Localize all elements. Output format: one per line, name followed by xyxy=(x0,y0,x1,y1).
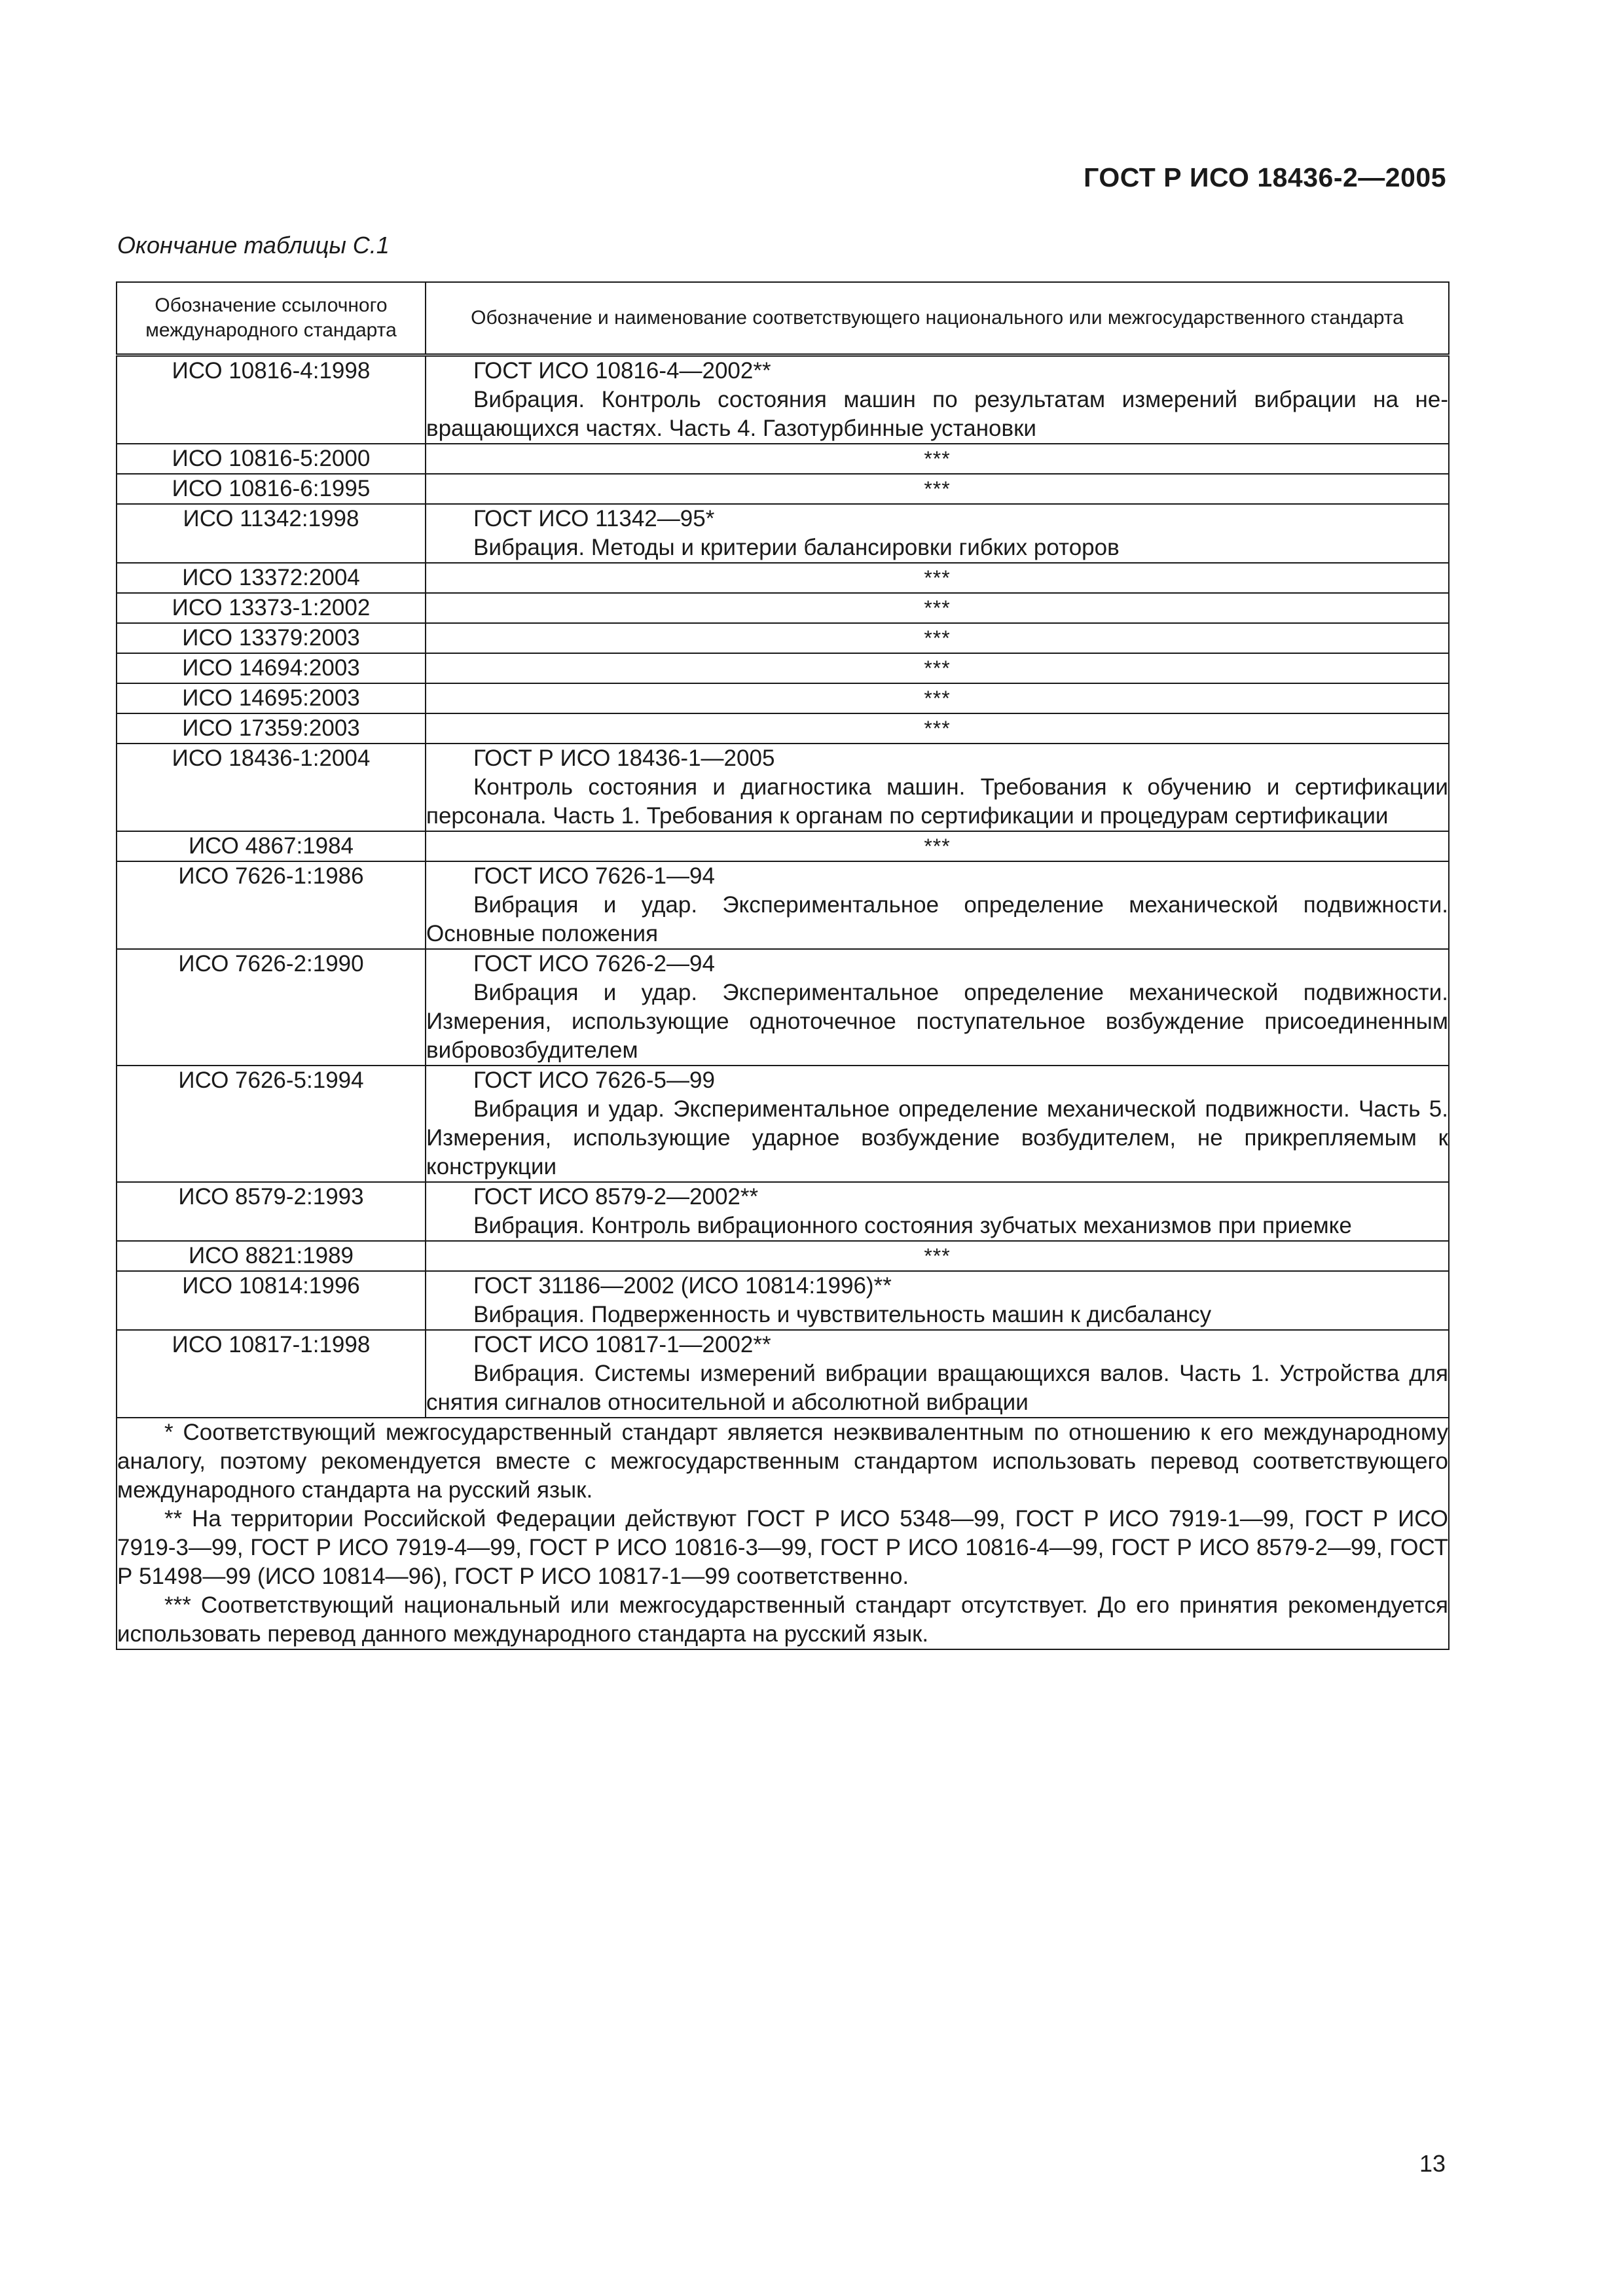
table-row xyxy=(117,444,1449,474)
national-standard-title: Вибрация. Системы измерений вибрации вращающихся валов. Часть 1. Устройства для снятия сигналов относительной и абсолютной вибрации xyxy=(426,1361,1448,1415)
national-standard-code: ГОСТ ИСО 7626-1—94 xyxy=(473,863,715,889)
national-standard-cell xyxy=(426,355,1449,444)
national-standard-code: ГОСТ ИСО 11342—95* xyxy=(473,506,715,531)
national-standard-cell xyxy=(426,504,1449,563)
no-national-standard-cell: *** xyxy=(426,563,1449,593)
table-row xyxy=(117,683,1449,713)
national-standard-cell xyxy=(426,744,1449,831)
national-standard-title: Вибрация. Методы и критерии балансировки гибких роторов xyxy=(473,535,1120,560)
no-national-standard-cell: *** xyxy=(426,683,1449,713)
national-standard-code: ГОСТ ИСО 10816-4—2002** xyxy=(473,358,771,384)
no-national-standard-cell: *** xyxy=(426,831,1449,861)
national-standard-cell xyxy=(426,1182,1449,1241)
national-standard-cell xyxy=(426,949,1449,1066)
footnote-single-asterisk: * Соответствующий межгосударственный стандарт является неэквивалентным по отношению к его международному аналогу, поэтому рекомендуется вместе с межгосударственным стандартом использовать перевод соответствующего международного стандарта на русский язык. xyxy=(117,1420,1448,1503)
footnote-double-asterisk: ** На территории Российской Федерации действуют ГОСТ Р ИСО 5348—99, ГОСТ Р ИСО 7919-1—99, ГОСТ Р ИСО 7919-3—99, ГОСТ Р ИСО 7919-4—99, ГОСТ Р ИСО 10816-3—99, ГОСТ Р ИСО 10816-4—99, ГОСТ Р ИСО 8579-2—99, ГОСТ Р 51498—99 (ИСО 10814—96), ГОСТ Р ИСО 10817-1—99 соответственно. xyxy=(117,1506,1448,1589)
international-standard-cell: ИСО 7626-2:1990 xyxy=(117,949,426,1066)
table-body xyxy=(117,355,1449,1418)
national-standard-title: Вибрация и удар. Экспериментальное определение механической подвижности. Часть 5. Измерения, использующие ударное возбуждение возбудителем, не прикрепляемым к конструкции xyxy=(426,1096,1448,1179)
no-national-standard-cell: *** xyxy=(426,1241,1449,1271)
national-standard-code: ГОСТ ИСО 7626-5—99 xyxy=(473,1067,715,1093)
international-standard-cell: ИСО 14695:2003 xyxy=(117,683,426,713)
table-row xyxy=(117,623,1449,653)
reference-standards-table xyxy=(116,281,1450,1650)
national-standard-title: Вибрация и удар. Экспериментальное определение механической подвижности. Измерения, использующие одноточечное поступательное возбуждение присоединенным вибровозбудителем xyxy=(426,980,1448,1063)
table-row xyxy=(117,1271,1449,1330)
table-row xyxy=(117,831,1449,861)
table-row xyxy=(117,861,1449,949)
international-standard-cell: ИСО 13372:2004 xyxy=(117,563,426,593)
table-row xyxy=(117,1182,1449,1241)
international-standard-cell: ИСО 10817-1:1998 xyxy=(117,1330,426,1418)
table-row xyxy=(117,474,1449,504)
national-standard-code: ГОСТ ИСО 7626-2—94 xyxy=(473,951,715,977)
no-national-standard-cell: *** xyxy=(426,623,1449,653)
table-row xyxy=(117,653,1449,683)
international-standard-cell: ИСО 4867:1984 xyxy=(117,831,426,861)
national-standard-code: ГОСТ ИСО 10817-1—2002** xyxy=(473,1332,771,1357)
national-standard-title: Вибрация. Подверженность и чувствительность машин к дисбалансу xyxy=(473,1302,1212,1327)
column-header-national: Обозначение и наименование соответствующего национального или межгосударственного стандарта xyxy=(426,282,1449,355)
international-standard-cell: ИСО 10816-4:1998 xyxy=(117,355,426,444)
table-row xyxy=(117,949,1449,1066)
table-caption: Окончание таблицы С.1 xyxy=(117,232,390,259)
table-row xyxy=(117,563,1449,593)
international-standard-cell: ИСО 8821:1989 xyxy=(117,1241,426,1271)
national-standard-title: Вибрация. Контроль вибрационного состояния зубчатых механизмов при приемке xyxy=(473,1213,1352,1238)
no-national-standard-cell: *** xyxy=(426,593,1449,623)
table-row xyxy=(117,593,1449,623)
international-standard-cell: ИСО 11342:1998 xyxy=(117,504,426,563)
table-header-row xyxy=(117,282,1449,355)
national-standard-cell xyxy=(426,1330,1449,1418)
international-standard-cell: ИСО 8579-2:1993 xyxy=(117,1182,426,1241)
no-national-standard-cell: *** xyxy=(426,653,1449,683)
no-national-standard-cell: *** xyxy=(426,474,1449,504)
footnotes-cell xyxy=(117,1418,1449,1649)
international-standard-cell: ИСО 13379:2003 xyxy=(117,623,426,653)
national-standard-code: ГОСТ 31186—2002 (ИСО 10814:1996)** xyxy=(473,1273,892,1299)
international-standard-cell: ИСО 18436-1:2004 xyxy=(117,744,426,831)
table-row xyxy=(117,1241,1449,1271)
table-row xyxy=(117,713,1449,744)
national-standard-cell xyxy=(426,1271,1449,1330)
national-standard-title: Контроль состояния и диагностика машин. Требования к обучению и сертификации персонала. Часть 1. Требования к органам по сертификации и процедурам сертификации xyxy=(426,774,1448,829)
national-standard-cell xyxy=(426,1066,1449,1182)
international-standard-cell: ИСО 13373-1:2002 xyxy=(117,593,426,623)
footnote-triple-asterisk: *** Соответствующий национальный или межгосударственный стандарт отсутствует. До его принятия рекомендуется использовать перевод данного международного стандарта на русский язык. xyxy=(117,1592,1448,1647)
international-standard-cell: ИСО 14694:2003 xyxy=(117,653,426,683)
international-standard-cell: ИСО 10816-6:1995 xyxy=(117,474,426,504)
national-standard-code: ГОСТ Р ИСО 18436-1—2005 xyxy=(473,745,775,771)
national-standard-title: Вибрация. Контроль состояния машин по результатам измерений вибрации на невращающихся частях. Часть 4. Газотурбинные установки xyxy=(426,387,1448,441)
column-header-international: Обозначение ссылочного международного стандарта xyxy=(117,282,426,355)
international-standard-cell: ИСО 17359:2003 xyxy=(117,713,426,744)
no-national-standard-cell: *** xyxy=(426,713,1449,744)
international-standard-cell: ИСО 10814:1996 xyxy=(117,1271,426,1330)
page-number: 13 xyxy=(1419,2150,1446,2177)
table-row xyxy=(117,355,1449,444)
international-standard-cell: ИСО 7626-1:1986 xyxy=(117,861,426,949)
national-standard-title: Вибрация и удар. Экспериментальное определение механической подвижности. Основные положения xyxy=(426,892,1448,946)
international-standard-cell: ИСО 10816-5:2000 xyxy=(117,444,426,474)
national-standard-code: ГОСТ ИСО 8579-2—2002** xyxy=(473,1184,759,1210)
table-row xyxy=(117,1066,1449,1182)
no-national-standard-cell: *** xyxy=(426,444,1449,474)
footnotes-row xyxy=(117,1418,1449,1649)
table-row xyxy=(117,504,1449,563)
table-row xyxy=(117,1330,1449,1418)
table-row xyxy=(117,744,1449,831)
national-standard-cell xyxy=(426,861,1449,949)
international-standard-cell: ИСО 7626-5:1994 xyxy=(117,1066,426,1182)
document-code: ГОСТ Р ИСО 18436-2—2005 xyxy=(1084,162,1446,192)
